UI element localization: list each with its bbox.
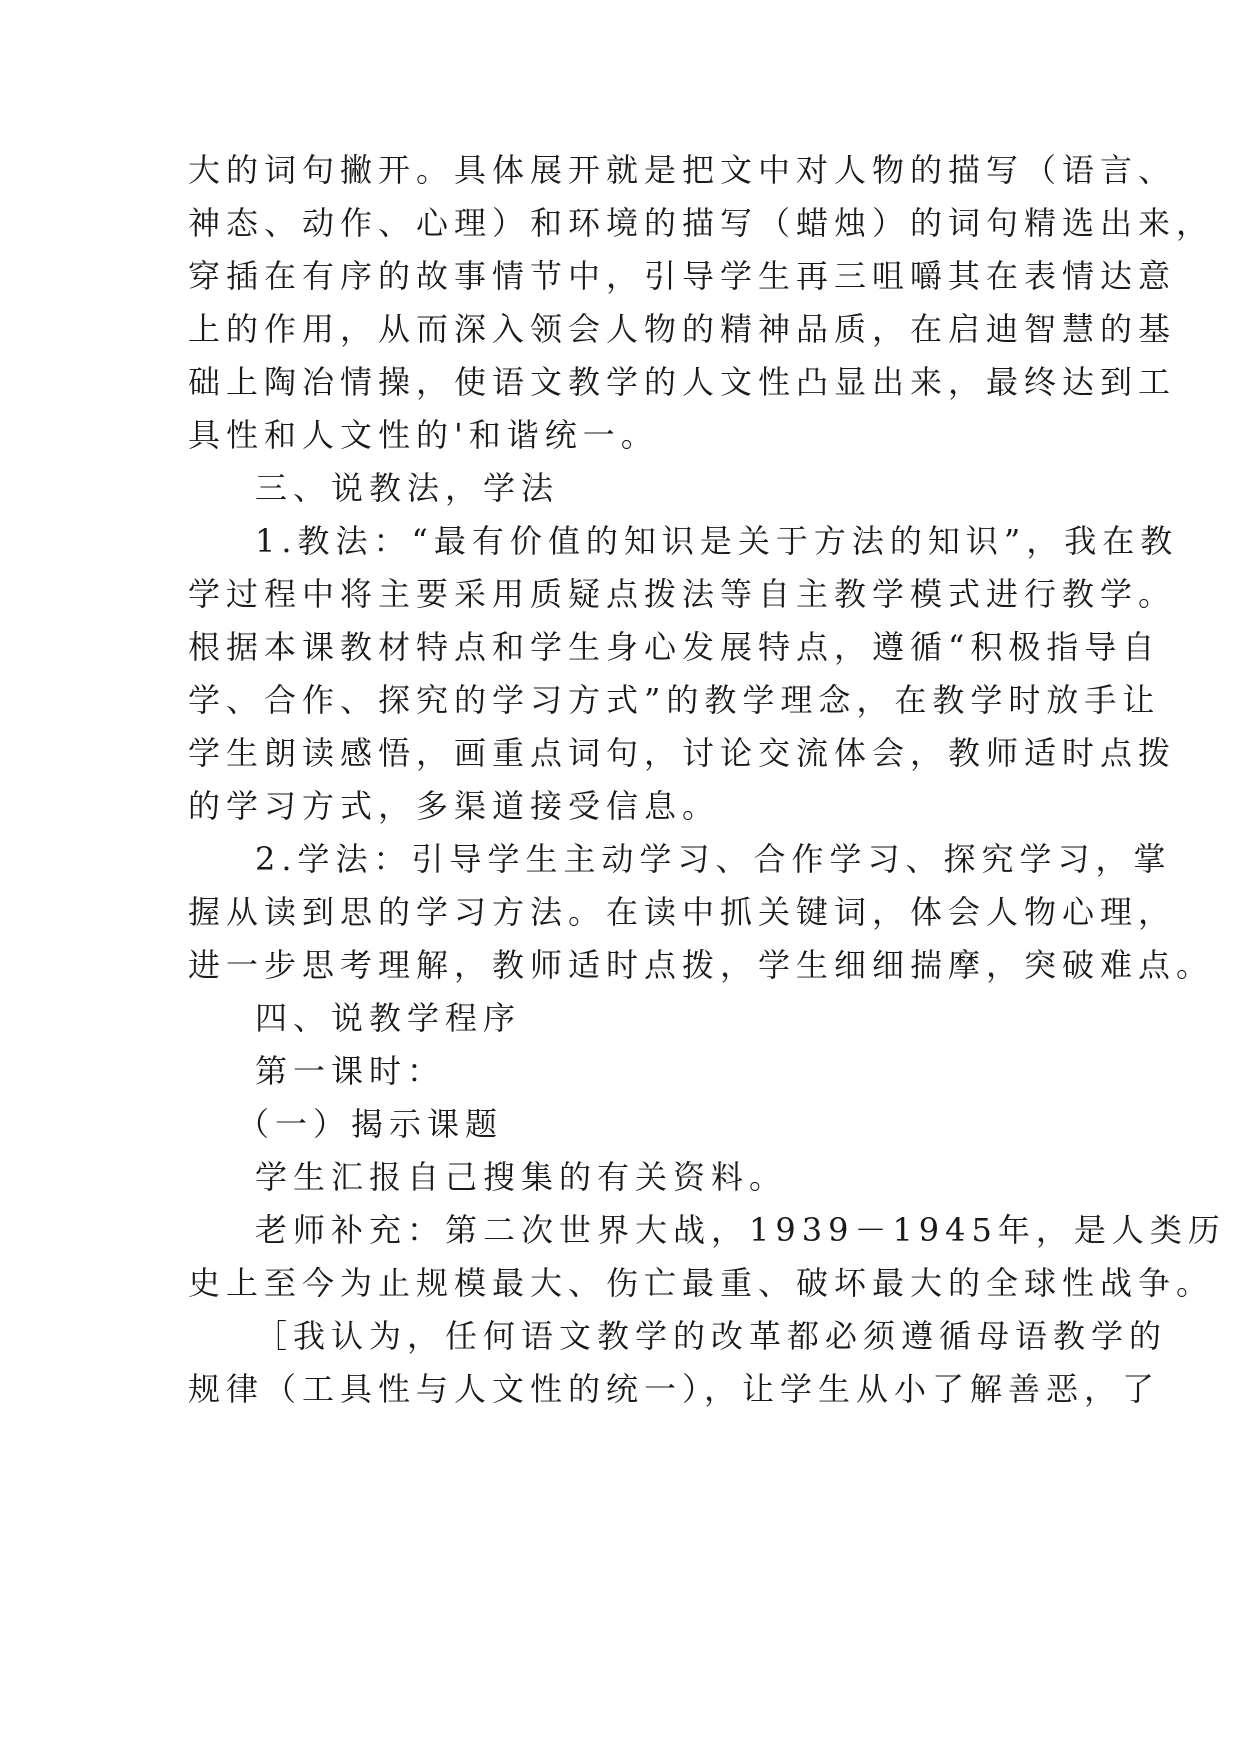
text-line: 规律（工具性与人文性的统一），让学生从小了解善恶，了 (188, 1370, 1161, 1408)
text-line: 具性和人文性的'和谐统一。 (188, 416, 659, 454)
text-line: 上的作用，从而深入领会人物的精神品质，在启迪智慧的基 (188, 310, 1177, 348)
text-line: 进一步思考理解，教师适时点拨，学生细细揣摩，突破难点。 (188, 946, 1215, 984)
subheading: 第一课时： (255, 1052, 446, 1090)
text-line: 学生汇报自己搜集的有关资料。 (255, 1158, 788, 1196)
text-line: 2.学法：引导学生主动学习、合作学习、探究学习，掌 (255, 840, 1172, 878)
text-line: 穿插在有序的故事情节中，引导学生再三咀嚼其在表情达意 (188, 257, 1177, 295)
text-line: 础上陶冶情操，使语文教学的人文性凸显出来，最终达到工 (188, 363, 1177, 401)
section-heading: 四、说教学程序 (255, 999, 522, 1037)
text-line: 学过程中将主要采用质疑点拨法等自主教学模式进行教学。 (188, 575, 1177, 613)
text-line: 大的词句撇开。具体展开就是把文中对人物的描写（语言、 (188, 151, 1177, 189)
text-line: 握从读到思的学习方法。在读中抓关键词，体会人物心理， (188, 893, 1177, 931)
text-line: 学生朗读感悟，画重点词句，讨论交流体会，教师适时点拨 (188, 734, 1177, 772)
text-line: 老师补充：第二次世界大战，1939－1945年，是人类历 (255, 1211, 1226, 1249)
text-line: 神态、动作、心理）和环境的描写（蜡烛）的词句精选出来， (188, 204, 1215, 242)
text-line: ［我认为，任何语文教学的改革都必须遵循母语教学的 (255, 1317, 1168, 1355)
section-heading: 三、说教法，学法 (255, 469, 560, 507)
text-line: 1.教法：“最有价值的知识是关于方法的知识”，我在教 (255, 522, 1179, 560)
text-line: 学、合作、探究的学习方式”的教学理念，在教学时放手让 (188, 681, 1161, 719)
subheading: （一）揭示课题 (237, 1105, 504, 1143)
text-line: 的学习方式，多渠道接受信息。 (188, 787, 721, 825)
text-line: 史上至今为止规模最大、伤亡最重、破坏最大的全球性战争。 (188, 1264, 1215, 1302)
text-line: 根据本课教材特点和学生身心发展特点，遵循“积极指导自 (188, 628, 1161, 666)
